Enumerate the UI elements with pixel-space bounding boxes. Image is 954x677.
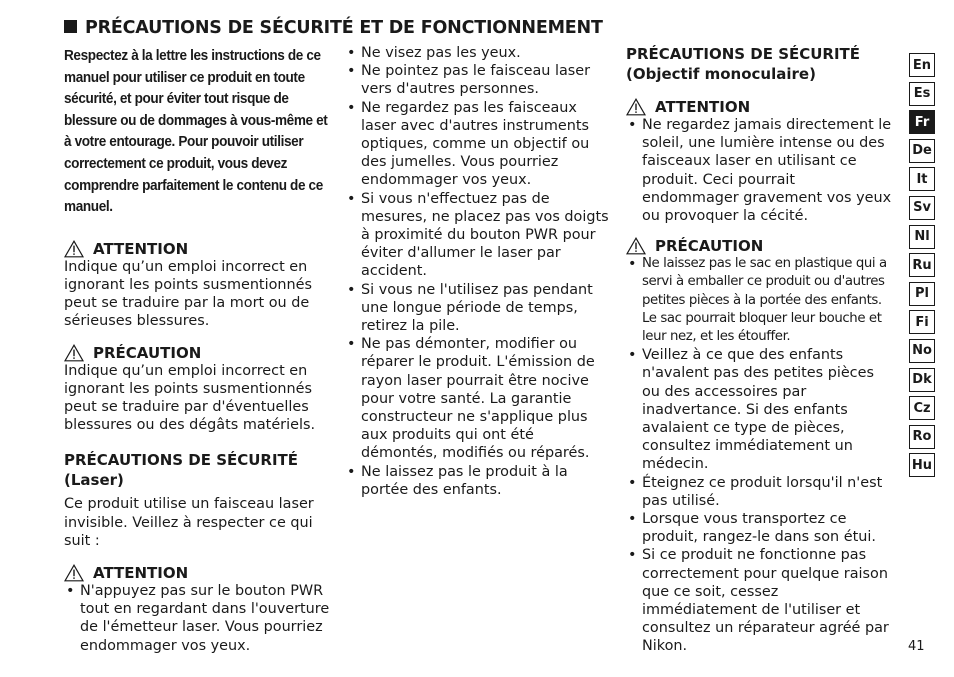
- monocular-section-title: PRÉCAUTIONS DE SÉCURITÉ: [626, 45, 861, 63]
- lang-tab-ro[interactable]: Ro: [909, 425, 935, 449]
- lang-tab-fr[interactable]: Fr: [909, 110, 935, 134]
- list-item: • Ne visez pas les yeux.: [345, 44, 613, 62]
- lang-tab-fi[interactable]: Fi: [909, 310, 935, 334]
- laser-section-intro: Ce produit utilise un faisceau laser invisible. Veillez à respecter ce qui suit :: [64, 496, 314, 549]
- lang-tab-nl[interactable]: Nl: [909, 225, 935, 249]
- lang-tab-cz[interactable]: Cz: [909, 396, 935, 420]
- laser-section-subtitle: (Laser): [64, 471, 124, 490]
- list-item: • Si vous ne l'utilisez pas pendant une longue période de temps, retirez la pile.: [345, 281, 613, 336]
- monocular-precaution-list: [626, 255, 894, 655]
- lang-tab-ru[interactable]: Ru: [909, 253, 935, 277]
- lang-tab-dk[interactable]: Dk: [909, 368, 935, 392]
- lang-tab-pl[interactable]: Pl: [909, 282, 935, 306]
- monocular-attention-heading: [626, 98, 894, 116]
- warning-triangle-icon: [64, 344, 84, 362]
- list-item: • Ne pointez pas le faisceau laser vers d'autres personnes.: [345, 62, 613, 98]
- laser-attention-label: ATTENTION: [93, 563, 189, 582]
- lang-tab-en[interactable]: En: [909, 53, 935, 77]
- warning-triangle-icon: [64, 240, 84, 258]
- monocular-precaution-label: PRÉCAUTION: [655, 237, 764, 256]
- language-tabs: [909, 53, 935, 482]
- intro-text: Respectez à la lettre les instructions de ce manuel pour utiliser ce produit en toute sécurité, et pour éviter tout risque de blessure ou de dommages à vous-même et à votre entourage. Pour pouvoir utiliser correctement ce produit, vous devez comprendre parfaitement le contenu de ce manuel.: [64, 48, 328, 216]
- list-item: • Ne regardez jamais directement le soleil, une lumière intense ou des faisceaux laser en utilisant ce produit. Ceci pourrait endommager gravement vos yeux ou provoquer la cécité.: [626, 116, 894, 225]
- list-item: • N'appuyez pas sur le bouton PWR tout en regardant dans l'ouverture de l'émetteur laser. Vous pourriez endommager vos yeux.: [64, 582, 336, 655]
- monocular-precaution-heading: [626, 237, 894, 255]
- lang-tab-it[interactable]: It: [909, 167, 935, 191]
- laser-attention-list-continued: [345, 44, 613, 499]
- list-item: • Lorsque vous transportez ce produit, rangez-le dans son étui.: [626, 510, 894, 546]
- column-2: [345, 44, 613, 499]
- column-1: [64, 44, 336, 655]
- monocular-section-heading: [626, 44, 894, 84]
- laser-section-heading: [64, 450, 336, 490]
- page-title-text: PRÉCAUTIONS DE SÉCURITÉ ET DE FONCTIONNEMENT: [85, 18, 603, 38]
- list-item: • Ne regardez pas les faisceaux laser avec d'autres instruments optiques, comme un objectif ou des jumelles. Vous pourriez endommager vos yeux.: [345, 99, 613, 190]
- warning-triangle-icon: [626, 237, 646, 255]
- laser-section-title: PRÉCAUTIONS DE SÉCURITÉ: [64, 451, 299, 470]
- precaution-definition-heading: [64, 344, 336, 362]
- lang-tab-no[interactable]: No: [909, 339, 935, 363]
- lang-tab-hu[interactable]: Hu: [909, 453, 935, 477]
- attention-definition-text: Indique qu’un emploi incorrect en ignorant les points susmentionnés peut se traduire par la mort ou de sérieuses blessures.: [64, 258, 312, 330]
- precaution-definition-text: Indique qu’un emploi incorrect en ignorant les points susmentionnés peut se traduire par d'éventuelles blessures ou des dégâts matériels.: [64, 362, 316, 434]
- lang-tab-es[interactable]: Es: [909, 82, 935, 106]
- square-bullet-icon: [64, 20, 77, 33]
- monocular-attention-list: [626, 116, 894, 225]
- page-number: 41: [908, 639, 925, 654]
- lang-tab-sv[interactable]: Sv: [909, 196, 935, 220]
- column-3: [626, 44, 894, 656]
- warning-triangle-icon: [626, 98, 646, 116]
- attention-definition-heading: [64, 240, 336, 258]
- list-item: • Ne pas démonter, modifier ou réparer le produit. L'émission de rayon laser pourrait être nocive pour votre santé. La garantie constructeur ne s'applique plus aux produits qui ont été démontés, modifiés ou réparés.: [345, 335, 613, 462]
- list-item: • Ne laissez pas le produit à la portée des enfants.: [345, 463, 613, 499]
- list-item: • Veillez à ce que des enfants n'avalent pas des petites pièces ou des accessoires par inadvertance. Si des enfants avalaient ce type de pièces, consultez immédiatement un médecin.: [626, 346, 894, 473]
- list-item: [626, 255, 894, 346]
- list-item: • Si ce produit ne fonctionne pas correctement pour quelque raison que ce soit, cessez immédiatement de l'utiliser et consultez un réparateur agréé par Nikon.: [626, 546, 894, 655]
- monocular-attention-label: ATTENTION: [655, 98, 751, 116]
- list-item: • Éteignez ce produit lorsqu'il n'est pas utilisé.: [626, 474, 894, 510]
- monocular-section-subtitle: (Objectif monoculaire): [626, 65, 816, 83]
- warning-triangle-icon: [64, 564, 84, 582]
- lang-tab-de[interactable]: De: [909, 139, 935, 163]
- page-title: [64, 18, 603, 38]
- attention-label: ATTENTION: [93, 239, 189, 258]
- list-item: • Si vous n'effectuez pas de mesures, ne placez pas vos doigts à proximité du bouton PWR pour éviter d'allumer le laser par accident.: [345, 190, 613, 281]
- laser-attention-heading: [64, 564, 336, 582]
- list-item-text: • Ne laissez pas le sac en plastique qui a servi à emballer ce produit ou d'autres petites pièces à la portée des enfants. Le sac pourrait bloquer leur bouche et leur nez, et les étouffer.: [642, 256, 887, 345]
- laser-attention-list: [64, 582, 336, 655]
- precaution-label: PRÉCAUTION: [93, 343, 202, 362]
